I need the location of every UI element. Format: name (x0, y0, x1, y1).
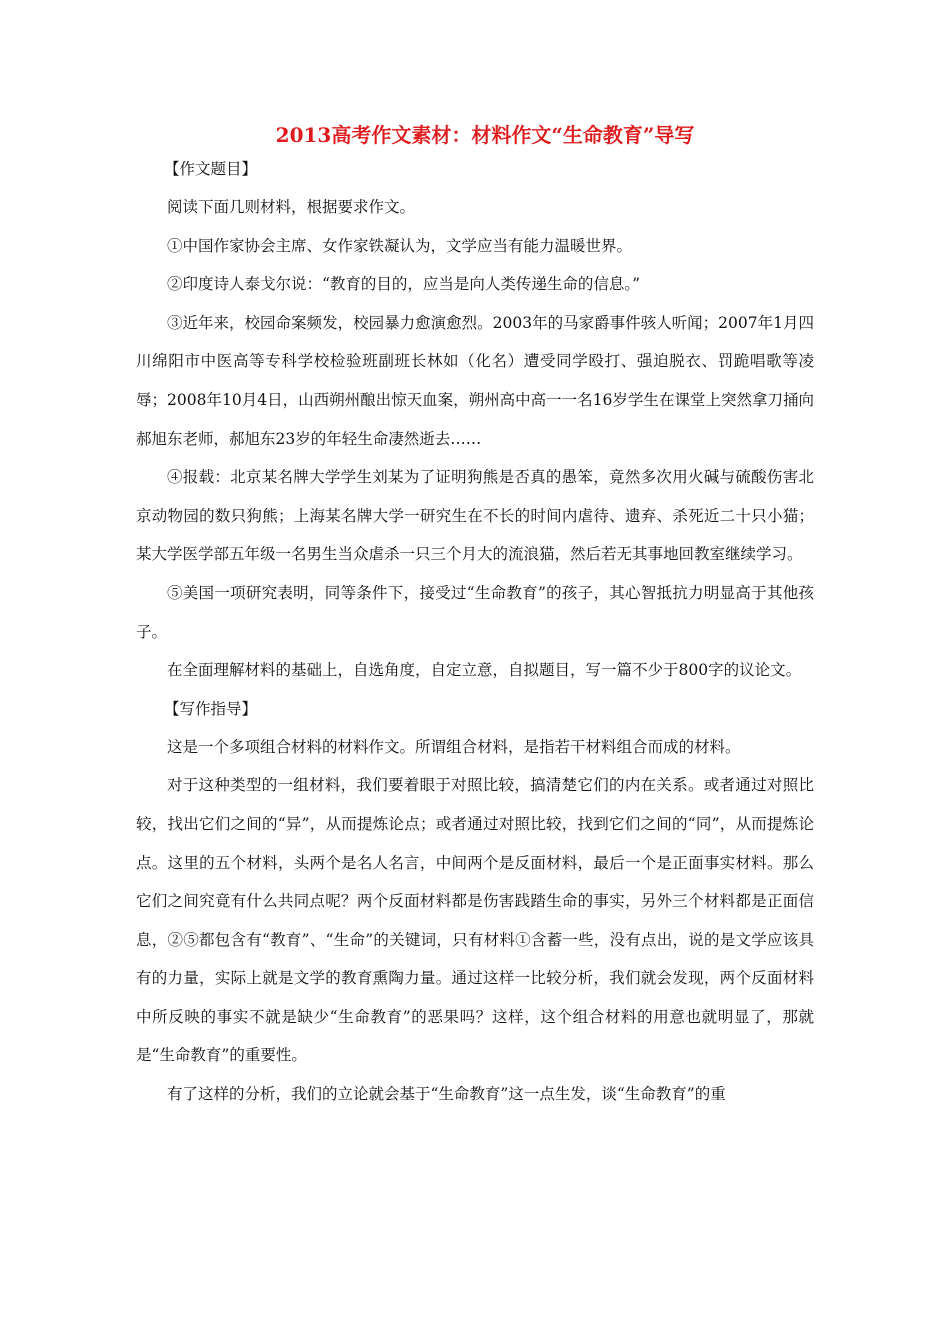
material-2-paragraph: ②印度诗人泰戈尔说：“教育的目的，应当是向人类传递生命的信息。” (167, 275, 641, 294)
section-heading-writing-guide: 【写作指导】 (164, 699, 258, 718)
intro-paragraph: 阅读下面几则材料，根据要求作文。 (167, 198, 416, 216)
document-page (136, 120, 814, 1114)
guide-paragraph-2: 对于这种类型的一组材料，我们要着眼于对照比较，搞清楚它们的内在关系。或者通过对照比较，找出它们之间的“异”，从而提炼论点；或者通过对照比较，找到它们之间的“同”，从而提炼论点。这里的五个材料，头两个是名人名言，中间两个是反面材料，最后一个是正面事实材料。那么它们之间究竟有什么共同点呢？两个反面材料都是伤害践踏生命的事实，另外三个材料都是正面信息，②⑤都包含有“教育”、“生命”的关键词，只有材料①含蓄一些，没有点出，说的是文学应该具有的力量，实际上就是文学的教育熏陶力量。通过这样一比较分析，我们就会发现，两个反面材料中所反映的事实不就是缺少“生命教育”的恶果吗？这样，这个组合材料的用意也就明显了，那就是“生命教育”的重要性。 (136, 776, 814, 1065)
material-4-paragraph: ④报载：北京某名牌大学学生刘某为了证明狗熊是否真的愚笨，竟然多次用火碱与硫酸伤害北京动物园的数只狗熊；上海某名牌大学一研究生在不长的时间内虐待、遗弃、杀死近二十只小猫；某大学医学部五年级一名男生当众虐杀一只三个月大的流浪猫，然后若无其事地回教室继续学习。 (136, 468, 814, 564)
material-3-paragraph: ③近年来，校园命案频发，校园暴力愈演愈烈。2003年的马家爵事件骇人听闻；2007年1月四川绵阳市中医高等专科学校检验班副班长林如（化名）遭受同学殴打、强迫脱衣、罚跪唱歌等凌辱；2008年10月4日，山西朔州酿出惊天血案，朔州高中高一一名16岁学生在课堂上突然拿刀捅向郝旭东老师，郝旭东23岁的年轻生命凄然逝去…… (136, 313, 814, 448)
section-heading-essay-topic: 【作文题目】 (164, 160, 258, 178)
requirement-paragraph: 在全面理解材料的基础上，自选角度，自定立意，自拟题目，写一篇不少于800字的议论文。 (167, 661, 802, 680)
guide-paragraph-1: 这是一个多项组合材料的材料作文。所谓组合材料，是指若干材料组合而成的材料。 (167, 737, 741, 756)
guide-paragraph-3: 有了这样的分析，我们的立论就会基于“生命教育”这一点生发，谈“生命教育”的重 (167, 1085, 726, 1104)
material-1-paragraph: ①中国作家协会主席、女作家铁凝认为，文学应当有能力温暖世界。 (167, 236, 633, 255)
document-title: 2013高考作文素材：材料作文“生命教育”导写 (275, 123, 695, 147)
material-5-paragraph: ⑤美国一项研究表明，同等条件下，接受过“生命教育”的孩子，其心智抵抗力明显高于其他孩子。 (136, 583, 814, 641)
